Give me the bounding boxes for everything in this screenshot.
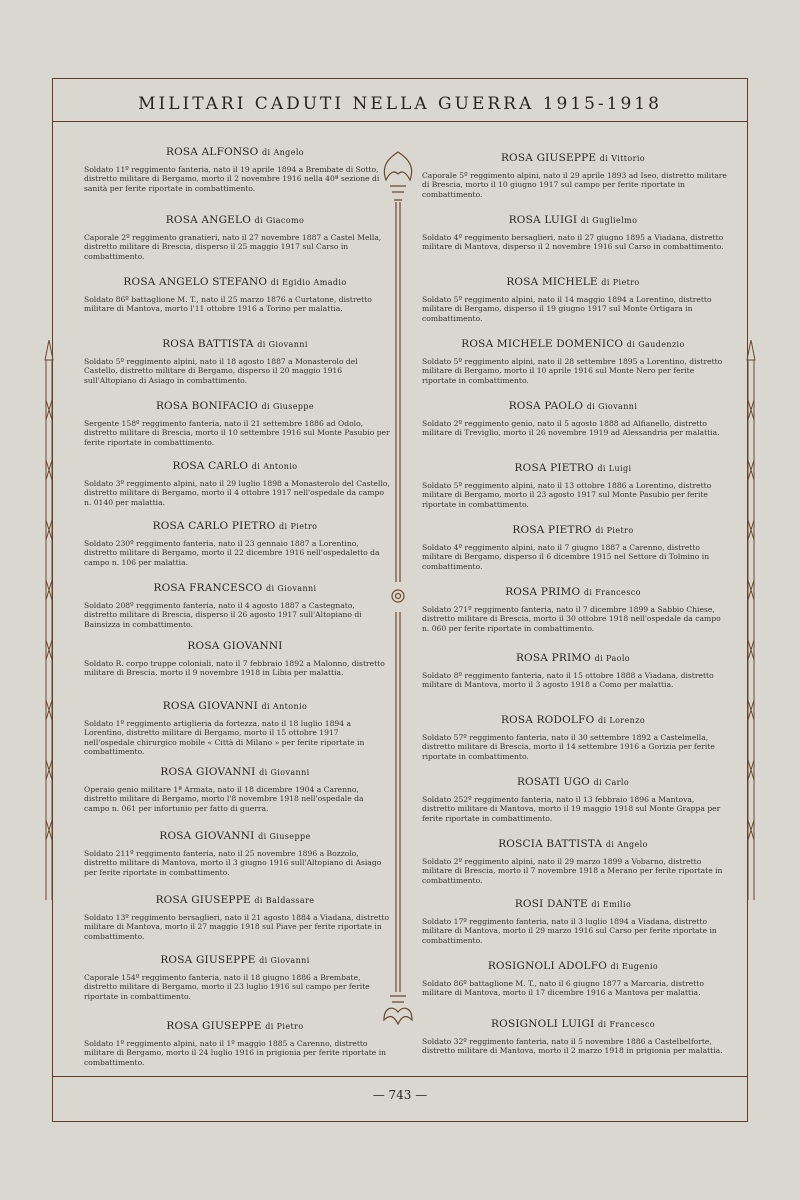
entry — [76, 520, 394, 567]
entry-text: Soldato 2º reggimento genio, nato il 5 agosto 1888 ad Alfianello, distretto militare di Treviglio, morto il 26 novembre 1919 ad Alessandria per malattia. — [422, 419, 720, 438]
entry-name: ROSCIA BATTISTA di Angelo — [498, 838, 648, 850]
entry-name: ROSA GIOVANNI di Giovanni — [160, 766, 310, 778]
entry-text: Soldato 13º reggimento bersaglieri, nato il 21 agosto 1884 a Viadana, distretto militare di Mantova, morto il 27 maggio 1918 sul Piave per ferite riportate in combattimento. — [84, 913, 390, 941]
entry — [76, 700, 394, 757]
entry-name: ROSA MICHELE di Pietro — [506, 276, 640, 288]
entry — [414, 586, 732, 633]
entry-text: Soldato 86º battaglione M. T., nato il 25 marzo 1876 a Curtatone, distretto militare di Mantova, morto l'11 ottobre 1916 a Torino per malattia. — [84, 295, 372, 314]
entry — [414, 524, 732, 571]
entry-name: ROSIGNOLI LUIGI di Francesco — [491, 1018, 655, 1030]
entry-text: Soldato 5º reggimento alpini, nato il 13 ottobre 1886 a Lorentino, distretto militare di Bergamo, morto il 23 agosto 1917 sul Monte Pasubio per ferite riportate in combattimento. — [422, 481, 712, 509]
entry-name: ROSA CARLO di Antonio — [172, 460, 298, 472]
entry — [76, 460, 394, 507]
entry-name: ROSATI UGO di Carlo — [516, 776, 630, 788]
entry — [76, 582, 394, 629]
entry-text: Sergente 158º reggimento fanteria, nato il 21 settembre 1886 ad Odolo, distretto militare di Brescia, morto il 10 settembre 1916 sul Monte Pasubio per ferite riportate in combattimento. — [84, 419, 390, 447]
entry — [414, 338, 732, 385]
entry-text: Caporale 5º reggimento alpini, nato il 29 aprile 1893 ad Iseo, distretto militare di Brescia, morto il 10 giugno 1917 sul campo per ferite riportate in combattimento. — [422, 171, 727, 199]
entry-name: ROSA ANGELO STEFANO di Egidio Amadio — [123, 276, 347, 288]
entry-name: ROSA GIOVANNI di Giuseppe — [159, 830, 311, 842]
entry-name: ROSA RODOLFO di Lorenzo — [500, 714, 646, 726]
entry-name: ROSA GIUSEPPE di Baldassare — [155, 894, 315, 906]
entry — [76, 954, 394, 1001]
entry-text: Soldato 252º reggimento fanteria, nato il 13 febbraio 1896 a Mantova, distretto militare di Mantova, morto il 19 maggio 1918 sul Monte Grappa per ferite riportate in combattimento. — [422, 795, 721, 823]
entry-name: ROSI DANTE di Emilio — [514, 898, 632, 910]
entry-name: ROSA GIUSEPPE di Vittorio — [500, 152, 646, 164]
entry-name: ROSA CARLO PIETRO di Pietro — [152, 520, 318, 532]
entry-name: ROSA PRIMO di Paolo — [515, 652, 631, 664]
entry-name: ROSA GIUSEPPE di Giovanni — [160, 954, 310, 966]
entry — [76, 894, 394, 941]
entry — [414, 276, 732, 323]
entry-name: ROSA BONIFACIO di Giuseppe — [155, 400, 315, 412]
entry-text: Soldato 3º reggimento alpini, nato il 29 luglio 1898 a Monasterolo del Castello, distretto militare di Bergamo, morto il 4 ottobre 1917 nell'ospedale da campo n. 0140 per malattia. — [84, 479, 390, 507]
entry-name: ROSA PIETRO di Luigi — [514, 462, 632, 474]
footer-rule-top — [52, 1076, 748, 1077]
entry-name: ROSA GIOVANNI di Antonio — [162, 700, 308, 712]
entry-text: Soldato 211º reggimento fanteria, nato il 25 novembre 1896 a Bozzolo, distretto militare di Mantova, morto il 3 giugno 1916 sull'Altopiano di Asiago per ferite riportate in combattimento. — [84, 849, 382, 877]
entry — [76, 400, 394, 447]
entry-name: ROSA PRIMO di Francesco — [505, 586, 641, 598]
entry-text: Soldato 11º reggimento fanteria, nato il 19 aprile 1894 a Brembate di Sotto, distretto militare di Bergamo, morto il 2 novembre 1916 nella 40ª sezione di sanità per ferite riportate in combattimento. — [84, 165, 380, 193]
entry-text: Soldato 86º battaglione M. T., nato il 6 giugno 1877 a Marcaria, distretto militare di Mantova, morto il 17 dicembre 1916 a Mantova per malattia. — [422, 979, 704, 998]
entry-text: Operaio genio militare 1ª Armata, nato il 18 dicembre 1904 a Carenno, distretto militare di Bergamo, morto l'8 novembre 1918 nell'ospedale da campo n. 061 per infortunio per fatto di guerra. — [84, 785, 364, 813]
page-number: — 743 — — [372, 1088, 428, 1102]
entry-text: Soldato 57º reggimento fanteria, nato il 30 settembre 1892 a Castelmella, distretto militare di Brescia, morto il 14 settembre 1916 a Gorizia per ferite riportate in combattimento. — [422, 733, 715, 761]
entry-text: Soldato 4º reggimento alpini, nato il 7 giugno 1887 a Carenno, distretto militare di Bergamo, disperso il 6 dicembre 1915 nel Settore di Tolmino in combattimento. — [422, 543, 710, 571]
entry-text: Soldato 32º reggimento fanteria, nato il 5 novembre 1886 a Castelbelforte, distretto militare di Mantova, morto il 2 marzo 1918 in prigionia per malattia. — [422, 1037, 723, 1056]
entry — [414, 462, 732, 509]
entry-text: Soldato 17º reggimento fanteria, nato il 3 luglio 1894 a Viadana, distretto militare di Mantova, morto il 29 marzo 1916 sul Carso per ferite riportate in combattimento. — [422, 917, 717, 945]
left-column — [76, 130, 394, 1070]
entry-name: ROSA LUIGI di Guglielmo — [508, 214, 638, 226]
entry — [414, 214, 732, 252]
left-pole-ornament — [40, 340, 58, 900]
entry-text: Soldato 271º reggimento fanteria, nato il 7 dicembre 1899 a Sabbio Chiese, distretto militare di Brescia, morto il 30 ottobre 1918 nell'ospedale da campo n. 060 per ferite riportate in combattimento. — [422, 605, 721, 633]
entry-text: Soldato 208º reggimento fanteria, nato il 4 agosto 1887 a Castegnato, distretto militare di Brescia, disperso il 26 agosto 1917 sull'Altopiano di Bainsizza in combattimento. — [84, 601, 362, 629]
entry — [414, 898, 732, 945]
entry — [76, 214, 394, 261]
entry — [76, 1020, 394, 1067]
entry-name: ROSA ANGELO di Giacomo — [165, 214, 305, 226]
entry-name: ROSA PIETRO di Pietro — [512, 524, 634, 536]
entry — [76, 766, 394, 813]
entry-text: Caporale 154º reggimento fanteria, nato il 18 giugno 1886 a Brembate, distretto militare di Bergamo, morto il 23 luglio 1916 sul campo per ferite riportate in combattimento. — [84, 973, 370, 1001]
entry — [414, 1018, 732, 1056]
page-title: MILITARI CADUTI NELLA GUERRA 1915-1918 — [138, 94, 662, 114]
right-column — [414, 130, 732, 1070]
entry-text: Soldato 5º reggimento alpini, nato il 28 settembre 1895 a Lorentino, distretto militare di Bergamo, morto il 10 aprile 1916 sul Monte Nero per ferite riportate in combattimento. — [422, 357, 723, 385]
entry-text: Soldato 5º reggimento alpini, nato il 14 maggio 1894 a Lorentino, distretto militare di Bergamo, disperso il 19 giugno 1917 sul Monte Ortigara in combattimento. — [422, 295, 712, 323]
entry-text: Soldato 1º reggimento alpini, nato il 1º maggio 1885 a Carenno, distretto militare di Bergamo, morto il 24 luglio 1916 in prigionia per ferite riportate in combattimento. — [84, 1039, 387, 1067]
entry-text: Soldato 230º reggimento fanteria, nato il 23 gennaio 1887 a Lorentino, distretto militare di Bergamo, morto il 22 dicembre 1916 nell'ospedaletto da campo n. 106 per malattia. — [84, 539, 380, 567]
entry — [76, 146, 394, 193]
entry-name: ROSIGNOLI ADOLFO di Eugenio — [487, 960, 659, 972]
entry-text: Soldato 2º reggimento alpini, nato il 29 marzo 1899 a Vobarno, distretto militare di Brescia, morto il 7 novembre 1918 a Merano per ferite riportate in combattimento. — [422, 857, 723, 885]
entry-text: Soldato 5º reggimento alpini, nato il 18 agosto 1887 a Monasterolo del Castello, distretto militare di Bergamo, disperso il 20 maggio 1916 sull'Altopiano di Asiago in combattimento. — [84, 357, 358, 385]
entry — [76, 338, 394, 385]
right-pole-ornament — [742, 340, 760, 900]
entry-name: ROSA GIUSEPPE di Pietro — [166, 1020, 304, 1032]
entry-text: Soldato 1º reggimento artiglieria da fortezza, nato il 18 luglio 1894 a Lorentino, distretto militare di Bergamo, morto il 15 ottobre 1917 nell'ospedale chirurgico mobile « Città di Milano » per ferite riportate in combattimento. — [84, 719, 365, 757]
entry — [414, 400, 732, 438]
entry-name: ROSA BATTISTA di Giovanni — [162, 338, 308, 350]
header-rule-bottom — [52, 121, 748, 122]
entry-name: ROSA FRANCESCO di Giovanni — [153, 582, 317, 594]
entry — [414, 152, 732, 199]
entry — [76, 276, 394, 314]
entry-text: Soldato 4º reggimento bersaglieri, nato il 27 giugno 1895 a Viadana, distretto militare di Mantova, disperso il 2 novembre 1916 sul Carso in combattimento. — [422, 233, 724, 252]
entry — [414, 960, 732, 998]
entry-text: Caporale 2º reggimento granatieri, nato il 27 novembre 1887 a Castel Mella, distretto militare di Brescia, disperso il 25 maggio 1917 sul Carso in combattimento. — [84, 233, 382, 261]
entry — [76, 830, 394, 877]
entry-name: ROSA PAOLO di Giovanni — [508, 400, 638, 412]
entry — [414, 838, 732, 885]
entry — [76, 640, 394, 678]
entry — [414, 776, 732, 823]
entry-name: ROSA GIOVANNI — [187, 640, 283, 652]
entry — [414, 714, 732, 761]
entry-name: ROSA ALFONSO di Angelo — [166, 146, 304, 158]
entry — [414, 652, 732, 690]
entry-text: Soldato R. corpo truppe coloniali, nato il 7 febbraio 1892 a Malonno, distretto militare di Brescia, morto il 9 novembre 1918 in Libia per malattia. — [84, 659, 385, 678]
entry-name: ROSA MICHELE DOMENICO di Gaudenzio — [461, 338, 685, 350]
entry-text: Soldato 8º reggimento fanteria, nato il 15 ottobre 1888 a Viadana, distretto militare di Mantova, morto il 3 agosto 1918 a Como per malattia. — [422, 671, 714, 690]
